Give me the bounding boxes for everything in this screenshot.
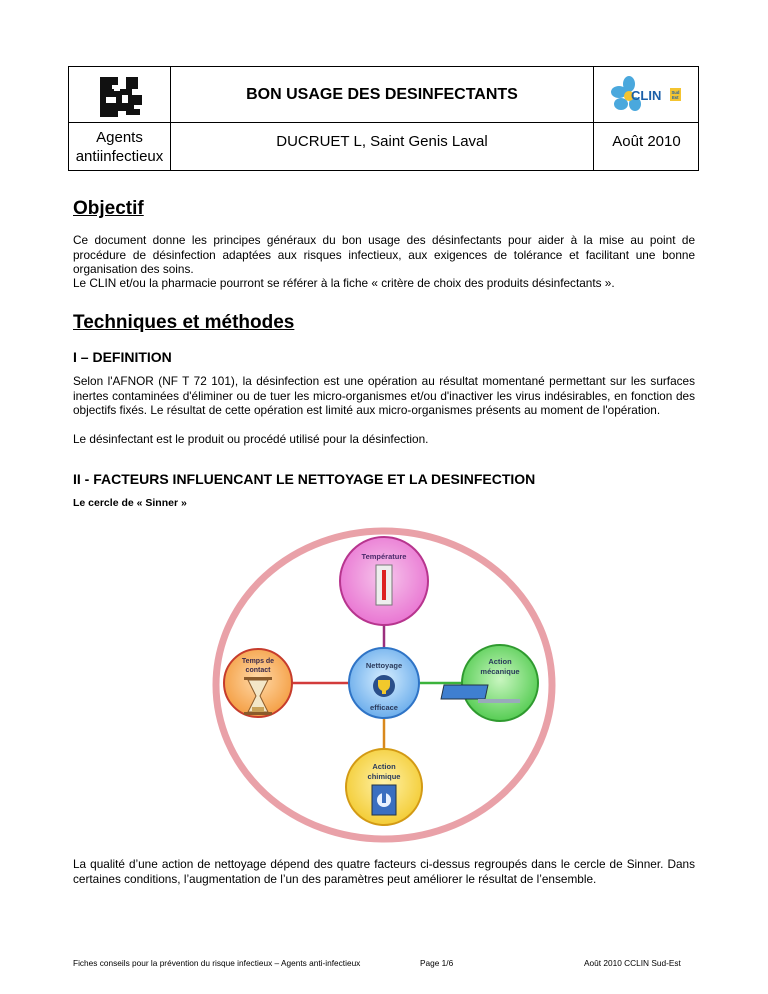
svg-text:contact: contact bbox=[245, 667, 271, 674]
document-title: BON USAGE DES DESINFECTANTS bbox=[246, 86, 518, 103]
cclin-logo-text: CLIN bbox=[630, 87, 661, 103]
definition-paragraph: Selon l'AFNOR (NF T 72 101), la désinfection est une opération au résultat momentané permettant sur les surfaces inertes contaminées d'éliminer ou de tuer les micro-organismes et/ou d'inactiver les virus indésirables, en fonction des objectifs fixés. Le résultat de cette opération est limité aux micro-organismes présents au moment de l'opération. bbox=[73, 374, 695, 418]
svg-text:Temps de: Temps de bbox=[241, 658, 275, 665]
sinner-subheading: Le cercle de « Sinner » bbox=[73, 497, 187, 509]
sinner-paragraph: La qualité d’une action de nettoyage dépend des quatre facteurs ci-dessus regroupés dans le cercle de Sinner. Dans certaines conditions, l’augmentation de l’un des paramètres peut améliorer le résultat de l’ensemble. bbox=[73, 857, 695, 886]
category-cell: Agents antiinfectieux bbox=[75, 129, 164, 165]
objectif-paragraph-2: Le CLIN et/ou la pharmacie pourront se référer à la fiche « critère de choix des produits désinfectants ». bbox=[73, 276, 615, 290]
definition-paragraph-2: Le désinfectant est le produit ou procédé utilisé pour la désinfection. bbox=[73, 432, 429, 446]
svg-text:chimique: chimique bbox=[367, 772, 401, 781]
cclin-logo-icon bbox=[607, 74, 687, 116]
cleaning-node bbox=[349, 648, 419, 718]
techniques-heading: Techniques et méthodes bbox=[73, 312, 295, 333]
svg-text:Action: Action bbox=[372, 762, 396, 771]
cclin-logo bbox=[594, 67, 699, 122]
svg-text:Sud: Sud bbox=[671, 89, 679, 95]
svg-text:mécanique: mécanique bbox=[480, 667, 520, 676]
objectif-heading: Objectif bbox=[73, 198, 144, 219]
contact-time-node bbox=[224, 649, 292, 717]
footer-page-number: Page 1/6 bbox=[420, 958, 454, 968]
agents-logo-icon bbox=[92, 73, 148, 117]
agents-logo bbox=[69, 67, 170, 122]
chemical-action-node bbox=[346, 749, 422, 825]
temperature-node bbox=[340, 537, 428, 625]
svg-text:Nettoyage: Nettoyage bbox=[365, 661, 403, 670]
svg-text:efficace: efficace bbox=[370, 703, 398, 712]
svg-text:Température: Température bbox=[361, 552, 407, 561]
header-table bbox=[68, 66, 699, 171]
objectif-paragraph: Ce document donne les principes généraux du bon usage des désinfectants pour aider à la mise au point de procédure de désinfection adaptées aux risques infectieux, aux exigences de tolérance et facilitant une bonne organisation des soins. bbox=[73, 233, 695, 277]
footer-right: Août 2010 CCLIN Sud-Est bbox=[584, 958, 681, 968]
svg-text:Action: Action bbox=[488, 657, 512, 666]
footer-left: Fiches conseils pour la prévention du risque infectieux – Agents anti-infectieux bbox=[73, 958, 361, 968]
date-cell: Août 2010 bbox=[612, 133, 681, 150]
author-cell: DUCRUET L, Saint Genis Laval bbox=[276, 133, 488, 150]
svg-text:Est: Est bbox=[671, 94, 679, 100]
facteurs-heading: II - FACTEURS INFLUENCANT LE NETTOYAGE ET LA DESINFECTION bbox=[73, 471, 536, 487]
sinner-circle-diagram bbox=[210, 525, 558, 845]
chemical-bottle-icon bbox=[372, 785, 396, 815]
definition-heading: I – DEFINITION bbox=[73, 349, 172, 365]
